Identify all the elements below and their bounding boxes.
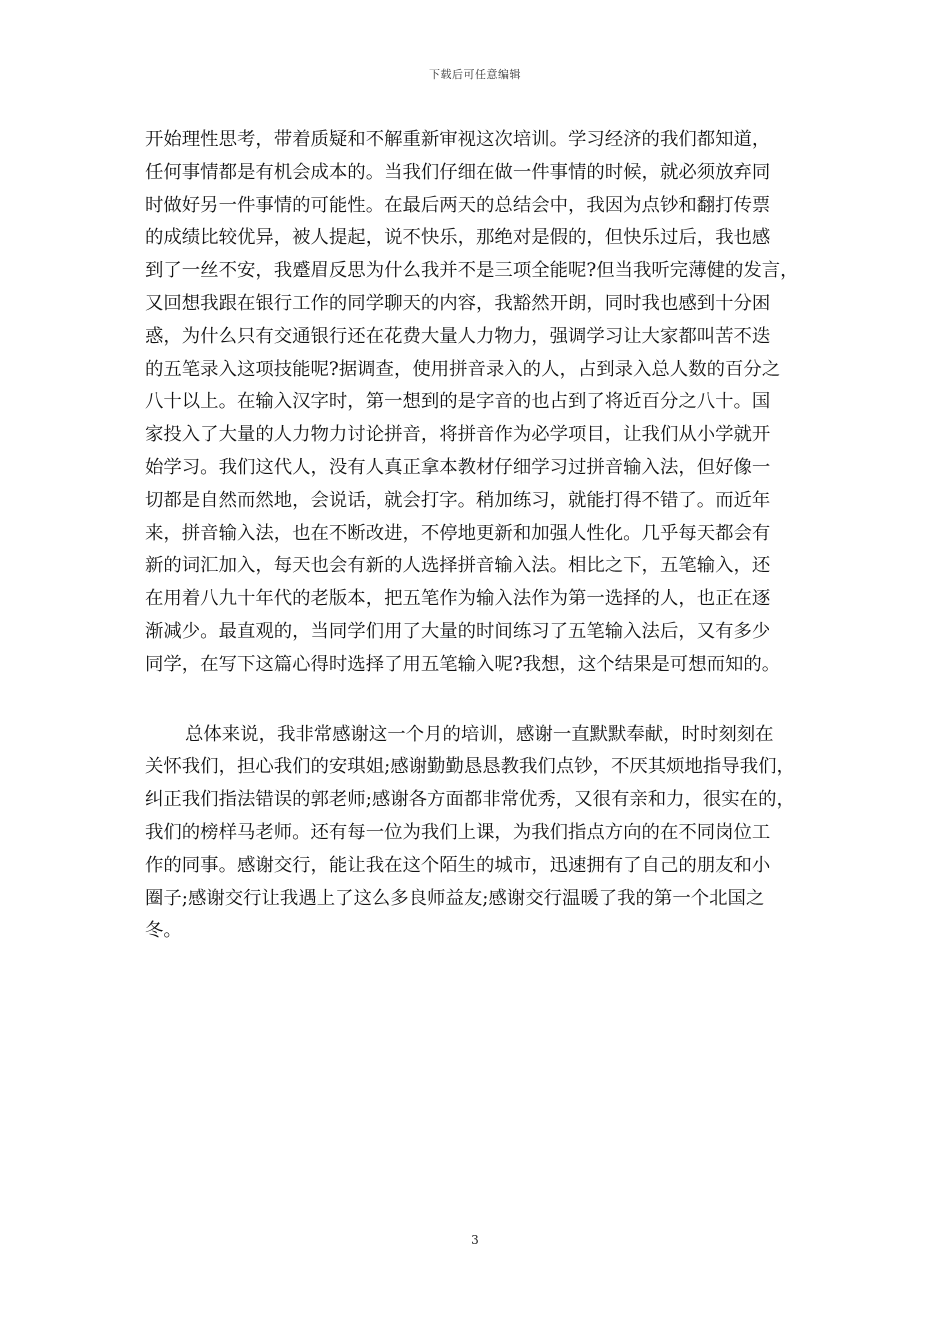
text-line: 任何事情都是有机会成本的。当我们仔细在做一件事情的时候，就必须放弃同: [145, 161, 771, 183]
paragraph-spacer: [145, 682, 815, 719]
text-line: 时做好另一件事情的可能性。在最后两天的总结会中，我因为点钞和翻打传票: [145, 194, 771, 216]
text-line: 总体来说，我非常感谢这一个月的培训，感谢一直默默奉献，时时刻刻在: [185, 723, 774, 745]
text-line: 纠正我们指法错误的郭老师;感谢各方面都非常优秀，又很有亲和力，很实在的，: [145, 789, 795, 811]
text-line: 关怀我们，担心我们的安琪姐;感谢勤勤恳恳教我们点钞，不厌其烦地指导我们，: [145, 756, 795, 778]
text-line: 又回想我跟在银行工作的同学聊天的内容，我豁然开朗，同时我也感到十分困: [145, 292, 771, 314]
text-line: 圈子;感谢交行让我遇上了这么多良师益友;感谢交行温暖了我的第一个北国之: [145, 887, 765, 909]
paragraph-2: [145, 719, 815, 949]
text-line: 作的同事。感谢交行，能让我在这个陌生的城市，迅速拥有了自己的朋友和小: [145, 854, 771, 876]
text-line: 八十以上。在输入汉字时，第一想到的是字音的也占到了将近百分之八十。国: [145, 391, 771, 413]
text-line: 的五笔录入这项技能呢?据调查，使用拼音录入的人，占到录入总人数的百分之: [145, 358, 781, 380]
text-line: 冬。: [145, 920, 182, 942]
text-line: 我们的榜样马老师。还有每一位为我们上课，为我们指点方向的在不同岗位工: [145, 821, 771, 843]
document-body: [145, 124, 815, 948]
text-line: 的成绩比较优异，被人提起，说不快乐，那绝对是假的，但快乐过后，我也感: [145, 227, 771, 249]
text-line: 渐减少。最直观的，当同学们用了大量的时间练习了五笔输入法后，又有多少: [145, 620, 771, 642]
text-line: 同学，在写下这篇心得时选择了用五笔输入呢?我想，这个结果是可想而知的。: [145, 653, 781, 675]
text-line: 家投入了大量的人力物力讨论拼音，将拼音作为必学项目，让我们从小学就开: [145, 424, 771, 446]
text-line: 在用着八九十年代的老版本，把五笔作为输入法作为第一选择的人，也正在逐: [145, 588, 771, 610]
text-line: 惑，为什么只有交通银行还在花费大量人力物力，强调学习让大家都叫苦不迭: [145, 325, 771, 347]
text-line: 开始理性思考，带着质疑和不解重新审视这次培训。学习经济的我们都知道，: [145, 129, 771, 150]
page-number: 3: [471, 1233, 479, 1247]
text-line: 始学习。我们这代人，没有人真正拿本教材仔细学习过拼音输入法，但好像一: [145, 456, 771, 478]
text-line: 新的词汇加入，每天也会有新的人选择拼音输入法。相比之下，五笔输入，还: [145, 555, 771, 577]
paragraph-1: [145, 124, 815, 682]
text-line: 到了一丝不安，我蹙眉反思为什么我并不是三项全能呢?但当我听完薄健的发言，: [145, 260, 799, 282]
text-line: 切都是自然而然地，会说话，就会打字。稍加练习，就能打得不错了。而近年: [145, 489, 771, 511]
page-header: 下载后可任意编辑: [429, 68, 521, 81]
text-line: 来，拼音输入法，也在不断改进，不停地更新和加强人性化。几乎每天都会有: [145, 522, 771, 544]
